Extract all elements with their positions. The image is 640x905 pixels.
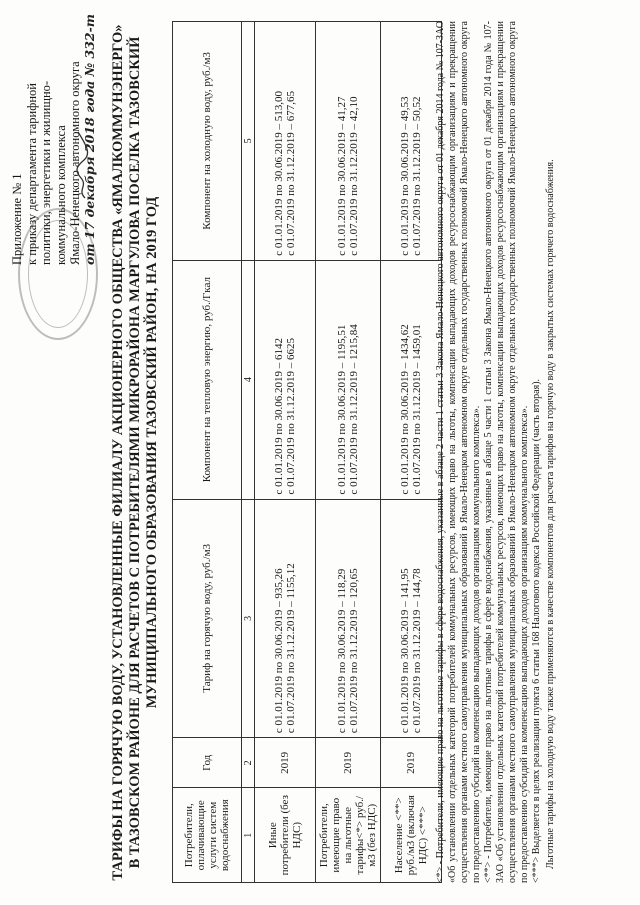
cold-line: с 01.07.2019 по 31.12.2019 – 677,65 bbox=[285, 91, 297, 256]
footnote: <**> - Потребители, имеющие право на льготные тарифы в сфере водоснабжения, указанные в абзаце 5 части 1 статьи 3 Закона Ямало-Ненецкого автономного округа от 01 декабря 2014 года № 107-ЗАО «Об установлении отдельных категорий потребителей коммунальных ресурсов, имеющих право на льготы, компенсации выпадающих доходов ресурсоснабжающим организациям и прекращении осуществления органами местного самоуправления муниципальных образований в Ямало-Ненецком автономном округе отдельных государственных полномочий Ямало-Ненецкого автономного округа по предоставлению субсидий на компенсацию выпадающих доходов организациям коммунального комплекса». bbox=[483, 21, 530, 883]
appendix-line: Ямало-Ненецкого автономного округа bbox=[68, 61, 82, 265]
header-cold-component: Компонент на холодную воду, руб./м3 bbox=[173, 22, 242, 261]
consumer-cell: Население <**> руб./м3 (включая НДС) <***> bbox=[381, 788, 442, 883]
footnote: <***> Выделяется в целях реализации пункта 6 статьи 168 Налогового кодекса Российской Федерации (часть вторая). bbox=[531, 378, 542, 883]
footnotes bbox=[435, 21, 557, 883]
appendix-line: коммунального комплекса bbox=[53, 125, 68, 265]
consumer-cell: Иные потребители (без НДС) bbox=[255, 788, 316, 883]
cold-cell bbox=[255, 22, 316, 261]
column-number: 4 bbox=[242, 260, 255, 499]
tariff-cell bbox=[255, 499, 316, 738]
heat-cell bbox=[381, 260, 442, 499]
column-number: 2 bbox=[242, 738, 255, 788]
tariff-line: с 01.07.2019 по 31.12.2019 – 1155,12 bbox=[285, 563, 297, 734]
table-row bbox=[255, 22, 316, 883]
appendix-line: политики, энергетики и жилищно- bbox=[39, 80, 53, 265]
appendix-line: к приказу департамента тарифной bbox=[24, 83, 39, 265]
tariff-line: с 01.01.2019 по 30.06.2019 – 141,95 bbox=[399, 568, 411, 734]
column-number: 5 bbox=[242, 22, 255, 261]
heat-line: с 01.01.2019 по 30.06.2019 – 1434,62 bbox=[399, 324, 411, 495]
table-header-row bbox=[173, 22, 242, 883]
column-number: 3 bbox=[242, 499, 255, 738]
year-cell: 2019 bbox=[255, 738, 316, 788]
year-cell: 2019 bbox=[316, 738, 381, 788]
tariff-cell bbox=[316, 499, 381, 738]
footnote: Льготные тарифы на холодную воду также применяются в качестве компонентов для расчета тарифов на горячую воду в закрытых системах горячего водоснабжения. bbox=[545, 159, 556, 869]
cold-line: с 01.01.2019 по 30.06.2019 – 49,53 bbox=[399, 96, 411, 256]
heat-line: с 01.01.2019 по 30.06.2019 – 6142 bbox=[273, 337, 285, 495]
header-year: Год bbox=[173, 738, 242, 788]
title-line: В ТАЗОВСКОМ РАЙОНЕ ДЛЯ РАСЧЕТОВ С ПОТРЕБИТЕЛЯМИ МИКРОРАЙОНА МАРГУЛОВА ПОСЕЛКА ТАЗОВСКИЙ bbox=[127, 36, 143, 869]
cold-line: с 01.07.2019 по 31.12.2019 – 50,52 bbox=[411, 96, 423, 256]
tariff-line: с 01.01.2019 по 30.06.2019 – 118,29 bbox=[336, 568, 348, 734]
page-title bbox=[110, 20, 161, 885]
cold-line: с 01.01.2019 по 30.06.2019 – 513,00 bbox=[273, 91, 285, 256]
cold-line: с 01.01.2019 по 30.06.2019 – 41,27 bbox=[336, 96, 348, 256]
title-line: МУНИЦИПАЛЬНОГО ОБРАЗОВАНИЯ ТАЗОВСКИЙ РАЙОН, НА 2019 ГОД bbox=[144, 196, 160, 709]
heat-cell bbox=[255, 260, 316, 499]
header-tariff: Тариф на горячую воду, руб./м3 bbox=[173, 499, 242, 738]
heat-line: с 01.07.2019 по 31.12.2019 – 1459,01 bbox=[411, 324, 423, 495]
tariff-cell bbox=[381, 499, 442, 738]
column-number-row bbox=[242, 22, 255, 883]
header-consumers: Потребители, оплачивающие услуги систем водоснабжения bbox=[173, 788, 242, 883]
heat-line: с 01.01.2019 по 30.06.2019 – 1195,51 bbox=[336, 324, 348, 495]
consumer-cell: Потребители, имеющие право на льготные тарифы<*> руб./м3 (без НДС) bbox=[316, 788, 381, 883]
tariff-line: с 01.01.2019 по 30.06.2019 – 935,26 bbox=[273, 568, 285, 734]
cold-cell bbox=[316, 22, 381, 261]
heat-line: с 01.07.2019 по 31.12.2019 – 6625 bbox=[285, 337, 297, 495]
table-row bbox=[381, 22, 442, 883]
header-heat-component: Компонент на тепловую энергию, руб./Гкал bbox=[173, 260, 242, 499]
column-number: 1 bbox=[242, 788, 255, 883]
signature bbox=[75, 130, 89, 200]
footnote: <*> - Потребители, имеющие право на льготные тарифы в сфере водоснабжения, указанные в абзаце 2 части 1 статьи 3 Закона Ямало-Ненецкого автономного округа от 01 декабря 2014 года № 107-ЗАО «Об установлении отдельных категорий потребителей коммунальных ресурсов, имеющих право на льготы, компенсации выпадающих доходов ресурсоснабжающим организациям и прекращении осуществления органами местного самоуправления муниципальных образований в Ямало-Ненецком автономном округе отдельных государственных полномочий Ямало-Ненецкого автономного округа по предоставлению субсидий на компенсацию выпадающих доходов организациям коммунального комплекса». bbox=[435, 21, 482, 883]
appendix-line: Приложение № 1 bbox=[10, 173, 24, 265]
title-line: ТАРИФЫ НА ГОРЯЧУЮ ВОДУ, УСТАНОВЛЕННЫЕ ФИЛИАЛУ АКЦИОНЕРНОГО ОБЩЕСТВА «ЯМАЛКОММУНЭНЕРГО» bbox=[110, 24, 126, 881]
table-row bbox=[316, 22, 381, 883]
cold-line: с 01.07.2019 по 31.12.2019 – 42,10 bbox=[348, 96, 360, 256]
tariff-line: с 01.07.2019 по 31.12.2019 – 144,78 bbox=[411, 568, 423, 734]
appendix-line: от 17 декабря 2018 года № 332-т bbox=[81, 13, 97, 265]
heat-cell bbox=[316, 260, 381, 499]
heat-line: с 01.07.2019 по 31.12.2019 – 1215,84 bbox=[348, 324, 360, 495]
tariff-line: с 01.07.2019 по 31.12.2019 – 120,65 bbox=[348, 568, 360, 734]
cold-cell bbox=[381, 22, 442, 261]
year-cell: 2019 bbox=[381, 738, 442, 788]
tariff-table bbox=[172, 21, 442, 883]
